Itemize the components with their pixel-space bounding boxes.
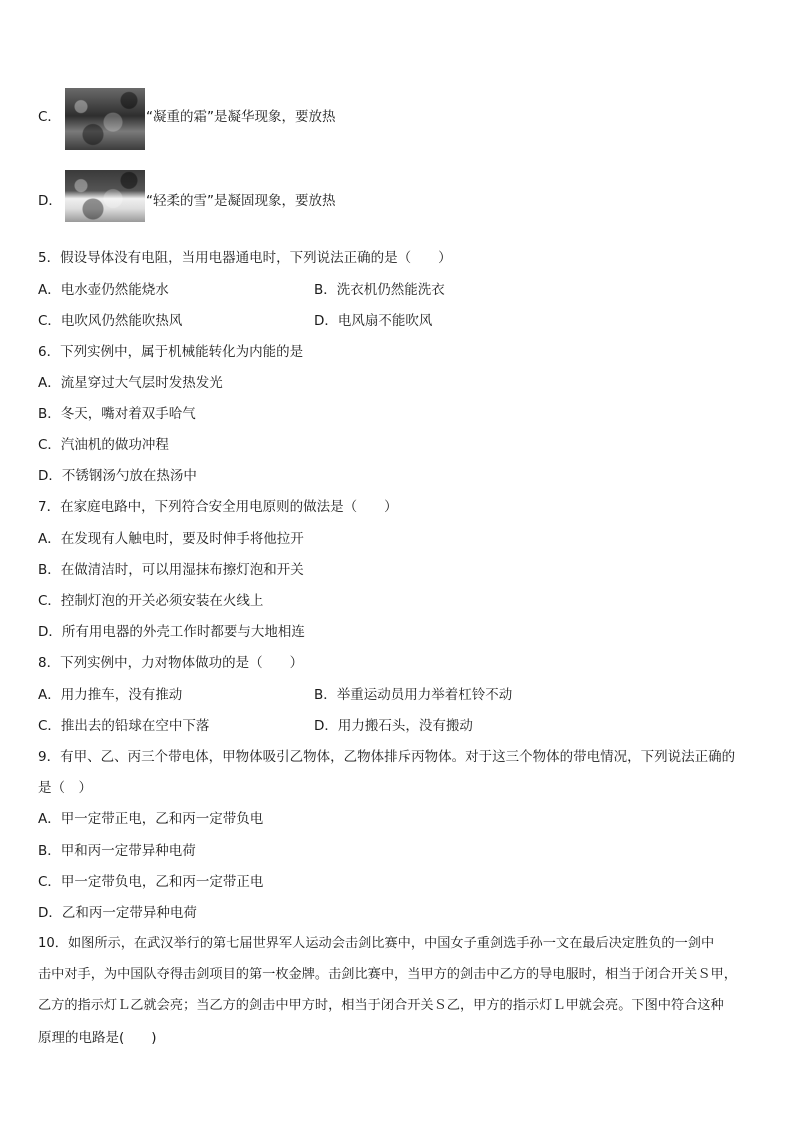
q7-option-c: C．控制灯泡的开关必须安装在火线上 [38, 593, 264, 609]
option-d-letter: D． [38, 193, 62, 209]
q9-option-d: D．乙和丙一定带异种电荷 [38, 905, 197, 921]
q9-option-b: B．甲和丙一定带异种电荷 [38, 843, 196, 859]
q10-line4: 原理的电路是( ) [38, 1030, 157, 1046]
q6-option-c: C．汽油机的做功冲程 [38, 437, 169, 453]
q7-option-a: A．在发现有人触电时，要及时伸手将他拉开 [38, 531, 304, 547]
q8-option-b: B．举重运动员用力举着杠铃不动 [314, 687, 513, 703]
q10-line1: 10．如图所示，在武汉举行的第七届世界军人运动会击剑比赛中，中国女子重剑选手孙一文在最后决定胜负的一剑中 [38, 936, 715, 951]
q9-option-c: C．甲一定带负电，乙和丙一定带正电 [38, 874, 264, 890]
q6-stem: 6．下列实例中，属于机械能转化为内能的是 [38, 344, 304, 360]
q8-stem: 8．下列实例中，力对物体做功的是（ ） [38, 655, 304, 671]
q7-option-d: D．所有用电器的外壳工作时都要与大地相连 [38, 624, 305, 640]
q5-stem: 5．假设导体没有电阻，当用电器通电时，下列说法正确的是（ ） [38, 250, 452, 266]
q8-option-c: C．推出去的铅球在空中下落 [38, 718, 210, 734]
q10-line2: 击中对手，为中国队夺得击剑项目的第一枚金牌。击剑比赛中，当甲方的剑击中乙方的导电服时，相当于闭合开关Ｓ甲， [38, 967, 737, 982]
q5-option-b: B．洗衣机仍然能洗衣 [314, 282, 445, 298]
q8-option-d: D．用力搬石头，没有搬动 [314, 718, 473, 734]
q5-option-c: C．电吹风仍然能吹热风 [38, 313, 183, 329]
q7-option-b: B．在做清洁时，可以用湿抹布擦灯泡和开关 [38, 562, 304, 578]
q9-stem-line1: 9．有甲、乙、丙三个带电体，甲物体吸引乙物体，乙物体排斥丙物体。对于这三个物体的带电情况，下列说法正确的 [38, 749, 736, 765]
q9-option-a: A．甲一定带正电，乙和丙一定带负电 [38, 811, 264, 827]
option-c-text: “凝重的霜”是凝华现象，要放热 [146, 109, 336, 125]
q5-option-a: A．电水壶仍然能烧水 [38, 282, 169, 298]
q10-line3: 乙方的指示灯Ｌ乙就会亮；当乙方的剑击中甲方时，相当于闭合开关Ｓ乙，甲方的指示灯Ｌ甲就会亮。下图中符合这种 [38, 998, 724, 1013]
snow-photo [65, 170, 145, 222]
q5-option-d: D．电风扇不能吹风 [314, 313, 433, 329]
q6-option-a: A．流星穿过大气层时发热发光 [38, 375, 223, 391]
option-d-text: “轻柔的雪”是凝固现象，要放热 [146, 193, 336, 209]
frost-photo [65, 88, 145, 150]
q6-option-b: B．冬天，嘴对着双手哈气 [38, 406, 196, 422]
q7-stem: 7．在家庭电路中，下列符合安全用电原则的做法是（ ） [38, 499, 398, 515]
q8-option-a: A．用力推车，没有推动 [38, 687, 183, 703]
q6-option-d: D．不锈钢汤勺放在热汤中 [38, 468, 197, 484]
q9-stem-line2: 是（ ） [38, 780, 92, 796]
option-c-letter: C． [38, 109, 61, 125]
